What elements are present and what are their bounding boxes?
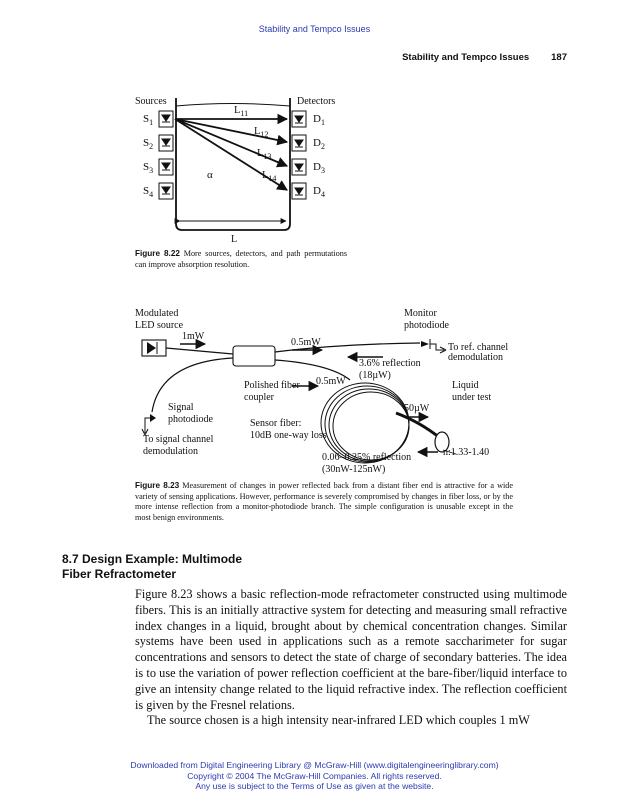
figure-8-22-caption xyxy=(135,249,347,270)
path-l12: $L_{12}$ xyxy=(254,126,269,139)
detectors-label: Detectors xyxy=(297,96,336,107)
monitor-label-2: photodiode xyxy=(404,320,449,331)
detector-d4: $D_4$ xyxy=(313,185,325,199)
refractive-index-label: n:1.33-1.40 xyxy=(443,447,490,458)
detector-d2: $D_2$ xyxy=(313,137,325,151)
reflection-1-line-2: (18µW) xyxy=(359,370,391,381)
fiber-coupler xyxy=(233,346,275,366)
source-s4: $S_4$ xyxy=(143,185,154,199)
source-s1: $S_1$ xyxy=(143,113,154,127)
signal-channel-1: To signal channel xyxy=(143,434,214,445)
source-s2: $S_2$ xyxy=(143,137,154,151)
sensor-label-2: 10dB one-way loss xyxy=(250,430,327,441)
ref-channel-1: To ref. channel xyxy=(448,342,509,353)
alpha-label: α xyxy=(207,169,213,181)
footer-line-1[interactable]: Downloaded from Digital Engineering Library @ McGraw-Hill (www.digitalengineeringlibrary.com) xyxy=(130,760,499,770)
sensor-label-1: Sensor fiber: xyxy=(250,418,302,429)
length-label: L xyxy=(231,234,238,245)
liquid-surface xyxy=(176,104,290,107)
detector-housings xyxy=(292,111,306,199)
path-l13: $L_{13}$ xyxy=(257,148,272,161)
power-50uw: 50µW xyxy=(404,403,430,414)
section-heading-line-1: 8.7 Design Example: Multimode xyxy=(62,552,243,566)
figure-8-23-caption xyxy=(135,481,513,523)
signal-label-2: photodiode xyxy=(168,414,213,425)
body-paragraph-2: The source chosen is a high intensity near-infrared LED which couples 1 mW xyxy=(147,713,530,728)
top-link[interactable]: Stability and Tempco Issues xyxy=(258,24,371,34)
figure-8-23-caption-label: Figure 8.23 xyxy=(135,481,180,490)
source-s3: $S_3$ xyxy=(143,161,154,175)
figure-8-22-caption-text: More sources, detectors, and path permutations can improve absorption resolution. xyxy=(135,249,348,269)
monitor-photodiode-icon xyxy=(421,341,429,347)
sensor-fiber-coil xyxy=(321,383,412,463)
detector-d3: $D_3$ xyxy=(313,161,325,175)
power-05mw-b: 0.5mW xyxy=(316,376,346,387)
led-source-icon xyxy=(147,342,156,354)
figure-8-23-caption-text: Measurement of changes in power reflected back from a distant fiber end is attractive for a wide variety of sensing applications. However, performance is severely compromised by changes in fiber loss, or by the more intense reflection from a monitor-photodiode branch. The simple configuration is unusable except in the most benign environments. xyxy=(135,481,514,522)
section-heading xyxy=(62,552,242,582)
liquid-label-2: under test xyxy=(452,392,492,403)
signal-photodiode-icon xyxy=(150,414,156,422)
figure-8-23-diagram xyxy=(0,300,629,480)
modulated-label-2: LED source xyxy=(135,320,184,331)
modulated-label-1: Modulated xyxy=(135,308,179,319)
section-heading-line-2: Fiber Refractometer xyxy=(62,567,177,581)
body-paragraph-1: Figure 8.23 shows a basic reflection-mode refractometer constructed using multimode fibers. This is an initially attractive system for detecting and measuring small refractive index changes in a liquid, brought about by chemical concentration changes. Similar systems have been used in applications such as a remote saccharimeter for sugar concentrations and sensors to detect the state of charge of secondary batteries. The idea is to use the variation of power reflection coefficient at the bare-fiber/liquid interface to give an intensity change related to the liquid refractive index. The reflection coefficient is given by the Fresnel relations. xyxy=(135,587,567,712)
reflection-2-line-1: 0.06–0.25% reflection xyxy=(322,452,412,463)
page-number: 187 xyxy=(551,52,567,63)
signal-label-1: Signal xyxy=(168,402,194,413)
detector-d1: $D_1$ xyxy=(313,113,325,127)
source-housings xyxy=(159,111,173,199)
running-title: Stability and Tempco Issues xyxy=(402,52,530,63)
footer-line-2: Copyright © 2004 The McGraw-Hill Companies. All rights reserved. xyxy=(187,770,442,781)
ref-channel-2: demodulation xyxy=(448,352,503,363)
power-05mw-a: 0.5mW xyxy=(291,337,321,348)
figure-8-22-diagram xyxy=(0,0,629,250)
liquid-tank xyxy=(176,98,290,230)
coupler-label-1: Polished fiber xyxy=(244,380,300,391)
footer xyxy=(0,760,629,792)
footer-line-3: Any use is subject to the Terms of Use as given at the website. xyxy=(195,781,434,792)
power-1mw: 1mW xyxy=(182,331,205,342)
reflection-1-line-1: 3.6% reflection xyxy=(359,358,421,369)
coupler-label-2: coupler xyxy=(244,392,274,403)
path-l14: $L_{14}$ xyxy=(262,170,277,183)
monitor-label-1: Monitor xyxy=(404,308,437,319)
sources-label: Sources xyxy=(135,96,167,107)
signal-channel-2: demodulation xyxy=(143,446,198,457)
figure-8-22-caption-label: Figure 8.22 xyxy=(135,249,180,258)
reflection-2-line-2: (30nW-125nW) xyxy=(322,464,386,475)
body-text xyxy=(135,587,567,729)
path-l11: $L_{11}$ xyxy=(234,105,249,118)
liquid-label-1: Liquid xyxy=(452,380,479,391)
